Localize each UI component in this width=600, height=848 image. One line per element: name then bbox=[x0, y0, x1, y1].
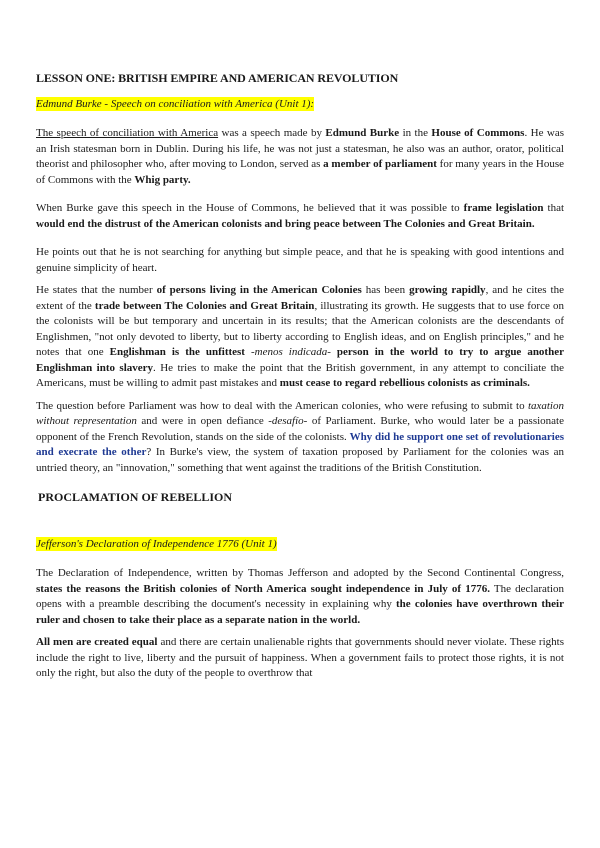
burke-paragraph-3: He points out that he is not searching for anything but simple peace, and that he is speaking with good intentions and genuine simplicity of heart. bbox=[36, 246, 564, 274]
burke-question: Why did he support one set of revolutionaries and execrate the other bbox=[36, 430, 564, 458]
jefferson-paragraph-2: All men are created equal and there are certain unalienable rights that governments should never violate. These rights include the right to live, liberty and the pursuit of happiness. When a government fails to protect those rights, it is not only the right, but also the duty of the people to overthrow that bbox=[36, 636, 564, 679]
burke-paragraph-4: He states that the number of persons living in the American Colonies has been growing rapidly, and he cites the extent of the trade between The Colonies and Great Britain, illustrating its growth. He suggests that to use force on the colonists will be but temporary and uncertain in its results; that the American colonists are the descendants of Englishmen, "not only devoted to liberty, but to liberty according to English ideas, and on English principles," and he notes that one Englishman is the unfittest -menos indicada- person in the world to try to argue another Englishman into slavery. He tries to make the point that the British government, in any attempt to conciliate the Americans, must be willing to admit past mistakes and must cease to regard rebellious colonists as criminals. bbox=[36, 284, 565, 389]
burke-paragraph-5: The question before Parliament was how to deal with the American colonies, who were refusing to submit to taxation without representation and were in open defiance -desafío- of Parliament. Burke, who would later be a passionate opponent of the French Revolution, stands on the side of the colonists. Why did he support one set of revolutionaries and execrate the other? In Burke's view, the system of taxation proposed by Parliament for the colonies was an untried theory, an "innovation," something that went against the traditions of the British Constitution. bbox=[36, 399, 564, 474]
jefferson-paragraph-1: The Declaration of Independence, written by Thomas Jefferson and adopted by the Second Continental Congress, states the reasons the British colonies of North America sought independence in July of 1776. The declaration opens with a preamble describing the document's necessity in explaining why the colonies have overthrown their ruler and chosen to take their place as a separate nation in the world. bbox=[36, 567, 564, 626]
burke-heading-line bbox=[36, 95, 564, 112]
burke-heading: Edmund Burke - Speech on conciliation with America (Unit 1): bbox=[36, 98, 315, 110]
jefferson-heading-line bbox=[36, 535, 564, 552]
burke-paragraph-2: When Burke gave this speech in the House of Commons, he believed that it was possible to frame legislation that would end the distrust of the American colonists and bring peace between The Colonies and Great Britain. bbox=[36, 202, 565, 230]
document-body bbox=[36, 71, 564, 689]
jefferson-heading: Jefferson's Declaration of Independence 1776 (Unit 1) bbox=[36, 538, 277, 550]
lesson-title: LESSON ONE: BRITISH EMPIRE AND AMERICAN REVOLUTION bbox=[36, 71, 399, 85]
burke-paragraph-1: The speech of conciliation with America was a speech made by Edmund Burke in the House of Commons. He was an Irish statesman born in Dublin. During his life, he was not just a statesman, he also was an author, orator, political theorist and philosopher who, after moving to London, served as a member of parliament for many years in the House of Commons with the Whig party. bbox=[36, 127, 564, 186]
section-2-title: PROCLAMATION OF REBELLION bbox=[38, 490, 233, 504]
